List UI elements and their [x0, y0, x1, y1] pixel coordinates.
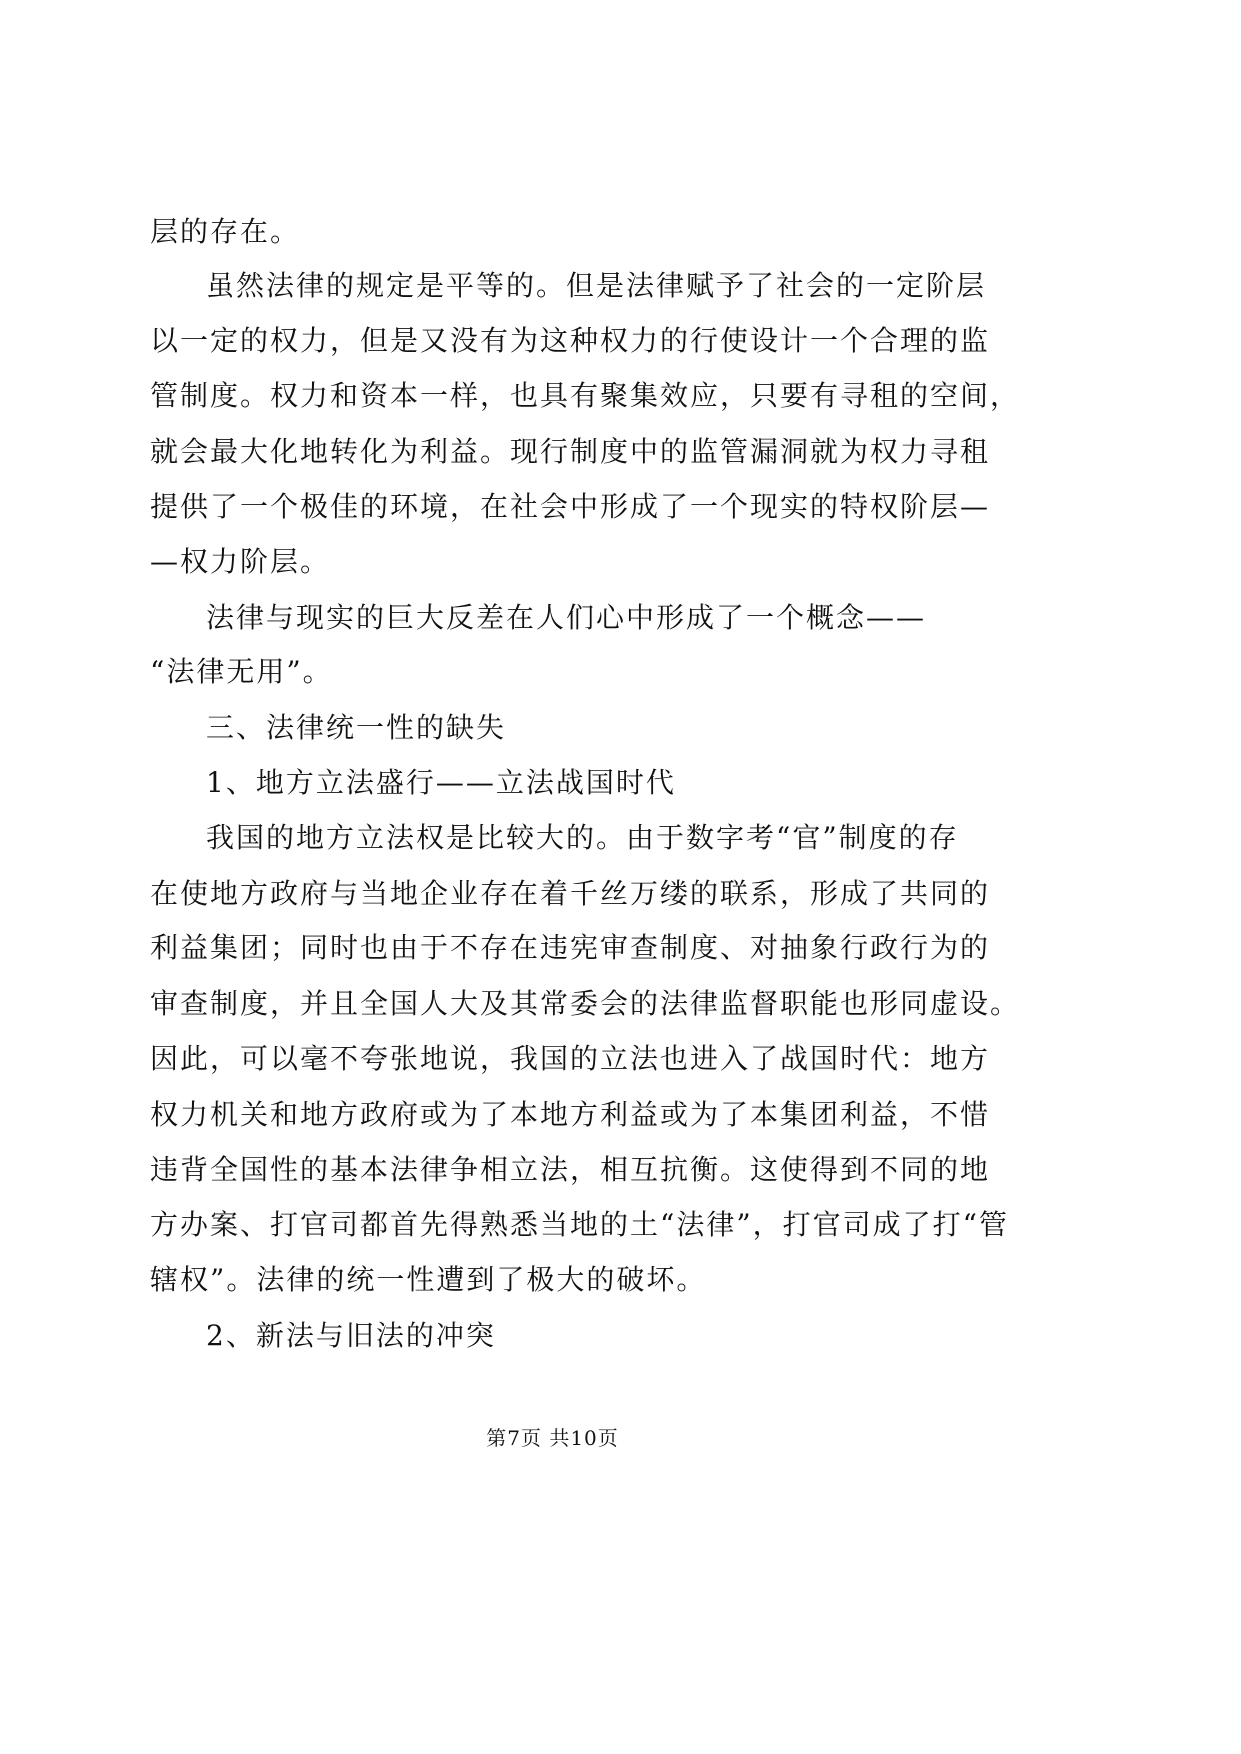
text-line: 违背全国性的基本法律争相立法，相互抗衡。这使得到不同的地	[150, 1153, 991, 1186]
text-line: 审查制度，并且全国人大及其常委会的法律监督职能也形同虚设。	[150, 987, 1021, 1020]
page-number-footer: 第7页 共10页	[486, 1426, 619, 1450]
text-line: 我国的地方立法权是比较大的。由于数字考“官”制度的存	[206, 821, 959, 854]
subsection-heading: 1、地方立法盛行——立法战国时代	[206, 766, 676, 799]
text-line: 权力机关和地方政府或为了本地方利益或为了本集团利益，不惜	[150, 1098, 991, 1131]
text-line: 提供了一个极佳的环境，在社会中形成了一个现实的特权阶层—	[150, 490, 991, 523]
text-line: —权力阶层。	[150, 545, 331, 578]
text-line: 虽然法律的规定是平等的。但是法律赋予了社会的一定阶层	[206, 269, 987, 302]
text-line: 就会最大化地转化为利益。现行制度中的监管漏洞就为权力寻租	[150, 435, 991, 468]
subsection-heading: 2、新法与旧法的冲突	[206, 1319, 496, 1352]
text-line: 因此，可以毫不夸张地说，我国的立法也进入了战国时代：地方	[150, 1042, 991, 1075]
section-heading: 三、法律统一性的缺失	[206, 711, 507, 744]
text-line: 利益集团；同时也由于不存在违宪审查制度、对抽象行政行为的	[150, 931, 991, 964]
text-line: 以一定的权力，但是又没有为这种权力的行使设计一个合理的监	[150, 324, 991, 357]
text-line: 在使地方政府与当地企业存在着千丝万缕的联系，形成了共同的	[150, 877, 991, 910]
text-line: 层的存在。	[150, 215, 301, 248]
text-line: 法律与现实的巨大反差在人们心中形成了一个概念——	[206, 601, 927, 634]
text-line: 方办案、打官司都首先得熟悉当地的土“法律”，打官司成了打“管	[150, 1208, 1009, 1241]
text-line: “法律无用”。	[150, 655, 333, 688]
text-line: 辖权”。法律的统一性遭到了极大的破坏。	[150, 1263, 707, 1296]
text-line: 管制度。权力和资本一样，也具有聚集效应，只要有寻租的空间，	[150, 379, 1021, 412]
